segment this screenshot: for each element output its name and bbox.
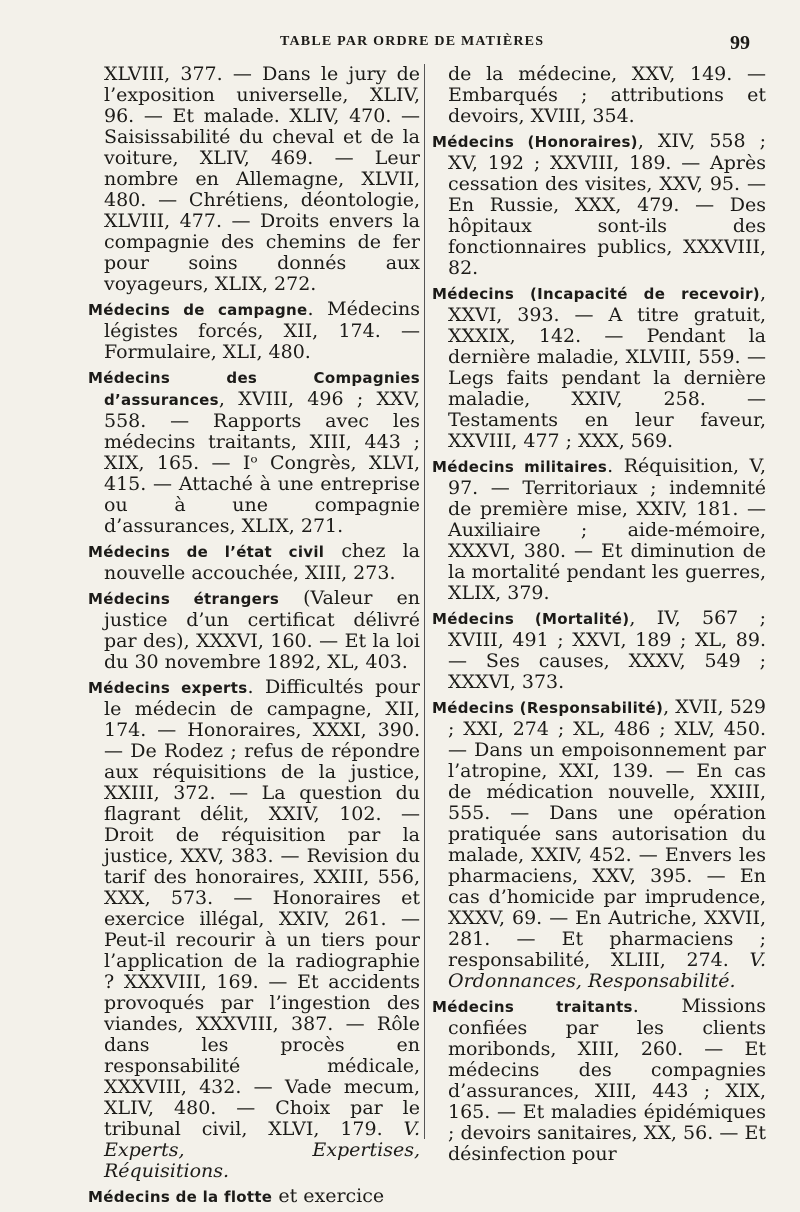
entry-text: , XVII, 529 ; XXI, 274 ; XL, 486 ; XLV, 450. — Dans un empoisonnement par l’atropine, XXI, 139. — En cas de médication nouvelle, XXIII, 555. — Dans une opération pratiquée sans autorisation du malade, XXIV, 452. — Envers les pharmaciens, XXV, 395. — En cas d’homicide par imprudence, XXXV, 69. — En Autriche, XXVII, 281. — Et pharmaciens ; responsabilité, XLIII, 274. <box>448 696 767 971</box>
index-entry <box>432 131 766 279</box>
entry-heading: Médecins de l’état civil <box>88 543 325 561</box>
entry-heading: Médecins (Responsabilité) <box>432 699 664 717</box>
entry-text: , XIV, 558 ; XV, 192 ; XXVIII, 189. — Après cessation des visites, XXV, 95. — En Russie, XXX, 479. — Des hôpitaux sont-ils des fonctionnaires publics, XXXVIII, 82. <box>448 130 766 279</box>
entry-text: . Médecins légistes forcés, XII, 174. — Formulaire, XLI, 480. <box>104 298 420 363</box>
entry-text: . Missions confiées par les clients moribonds, XIII, 260. — Et médecins des compagnies d’assurances, XIII, 443 ; XIX, 165. — Et maladies épidémiques ; devoirs sanitaires, XX, 56. — Et désinfection pour <box>448 995 766 1165</box>
index-entry <box>88 1186 420 1208</box>
index-entry <box>432 283 766 452</box>
entry-heading: Médecins de campagne <box>88 301 308 319</box>
entry-text: de la médecine, XXV, 149. — Embarqués ; attributions et devoirs, XVIII, 354. <box>448 63 766 127</box>
column-divider <box>424 64 425 1139</box>
running-title: TABLE PAR ORDRE DE MATIÈRES <box>280 34 545 49</box>
index-entry <box>432 608 766 693</box>
entry-heading: Médecins (Incapacité de recevoir) <box>432 285 760 303</box>
index-entry-continuation <box>432 64 766 127</box>
left-column <box>88 64 420 1212</box>
index-entry-continuation <box>88 64 420 295</box>
entry-text: , IV, 567 ; XVIII, 491 ; XXVI, 189 ; XL, 89. — Ses causes, XXXV, 549 ; XXXVI, 373. <box>448 607 766 693</box>
index-entry <box>432 996 766 1165</box>
entry-heading: Médecins militaires <box>432 458 608 476</box>
entry-cross-reference: V. Experts, Expertises, Réquisitions. <box>104 1118 420 1182</box>
page-header <box>0 32 800 56</box>
entry-text: . Difficultés pour le médecin de campagne, XII, 174. — Honoraires, XXXI, 390. — De Rodez ; refus de répondre aux réquisitions de la justice, XXIII, 372. — La question du flagrant délit, XXIV, 102. — Droit de réquisition par la justice, XXV, 383. — Revision du tarif des honoraires, XXIII, 556, XXX, 573. — Honoraires et exercice illégal, XXIV, 261. — Peut-il recourir à un tiers pour l’application de la radiographie ? XXXVIII, 169. — Et accidents provoqués par l’ingestion des viandes, XXXVIII, 387. — Rôle dans les procès en responsabilité médicale, XXXVIII, 432. — Vade mecum, XLIV, 480. — Choix par le tribunal civil, XLVI, 179. <box>104 676 420 1140</box>
entry-heading: Médecins des Compagnies d’assurances <box>88 369 420 409</box>
index-entry <box>88 299 420 363</box>
entry-text: et exercice <box>272 1185 385 1207</box>
entry-text: , XXVI, 393. — A titre gratuit, XXXIX, 142. — Pendant la dernière maladie, XLVIII, 559. — Legs faits pendant la dernière maladie, XXIV, 258. — Testaments en leur faveur, XXVIII, 477 ; XXX, 569. <box>448 282 766 452</box>
entry-heading: Médecins experts <box>88 679 248 697</box>
index-entry <box>432 697 766 992</box>
entry-heading: Médecins (Mortalité) <box>432 610 630 628</box>
right-column <box>432 64 766 1169</box>
index-entry <box>88 588 420 673</box>
entry-heading: Médecins traitants <box>432 998 633 1016</box>
index-entry <box>88 367 420 537</box>
entry-text: XLVIII, 377. — Dans le jury de l’exposition universelle, XLIV, 96. — Et malade. XLIV, 470. — Saisissabilité du cheval et de la voiture, XLIV, 469. — Leur nombre en Allemagne, XLVII, 480. — Chrétiens, déontologie, XLVIII, 477. — Droits envers la compagnie des chemins de fer pour soins donnés aux voyageurs, XLIX, 272. <box>104 63 420 295</box>
index-entry <box>432 456 766 604</box>
entry-heading: Médecins étrangers <box>88 590 280 608</box>
entry-text: , XVIII, 496 ; XXV, 558. — Rapports avec les médecins traitants, XIII, 443 ; XIX, 165. — Iᵒ Congrès, XLVI, 415. — Attaché à une entreprise ou à une compagnie d’assurances, XLIX, 271. <box>104 388 420 537</box>
page-number: 99 <box>730 32 750 54</box>
entry-heading: Médecins (Honoraires) <box>432 133 638 151</box>
entry-text: . Réquisition, V, 97. — Territoriaux ; indemnité de première mise, XXIV, 181. — Auxiliaire ; aide-mémoire, XXXVI, 380. — Et diminution de la mortalité pendant les guerres, XLIX, 379. <box>448 455 766 604</box>
entry-cross-reference: V. Ordonnances, Responsabilité. <box>448 949 766 992</box>
index-entry <box>88 541 420 584</box>
entry-heading: Médecins de la flotte <box>88 1188 273 1206</box>
entry-text: (Valeur en justice d’un certificat délivré par des), XXXVI, 160. — Et la loi du 30 novembre 1892, XL, 403. <box>104 587 420 673</box>
entry-text: chez la nouvelle accouchée, XIII, 273. <box>104 540 421 584</box>
index-entry <box>88 677 420 1182</box>
